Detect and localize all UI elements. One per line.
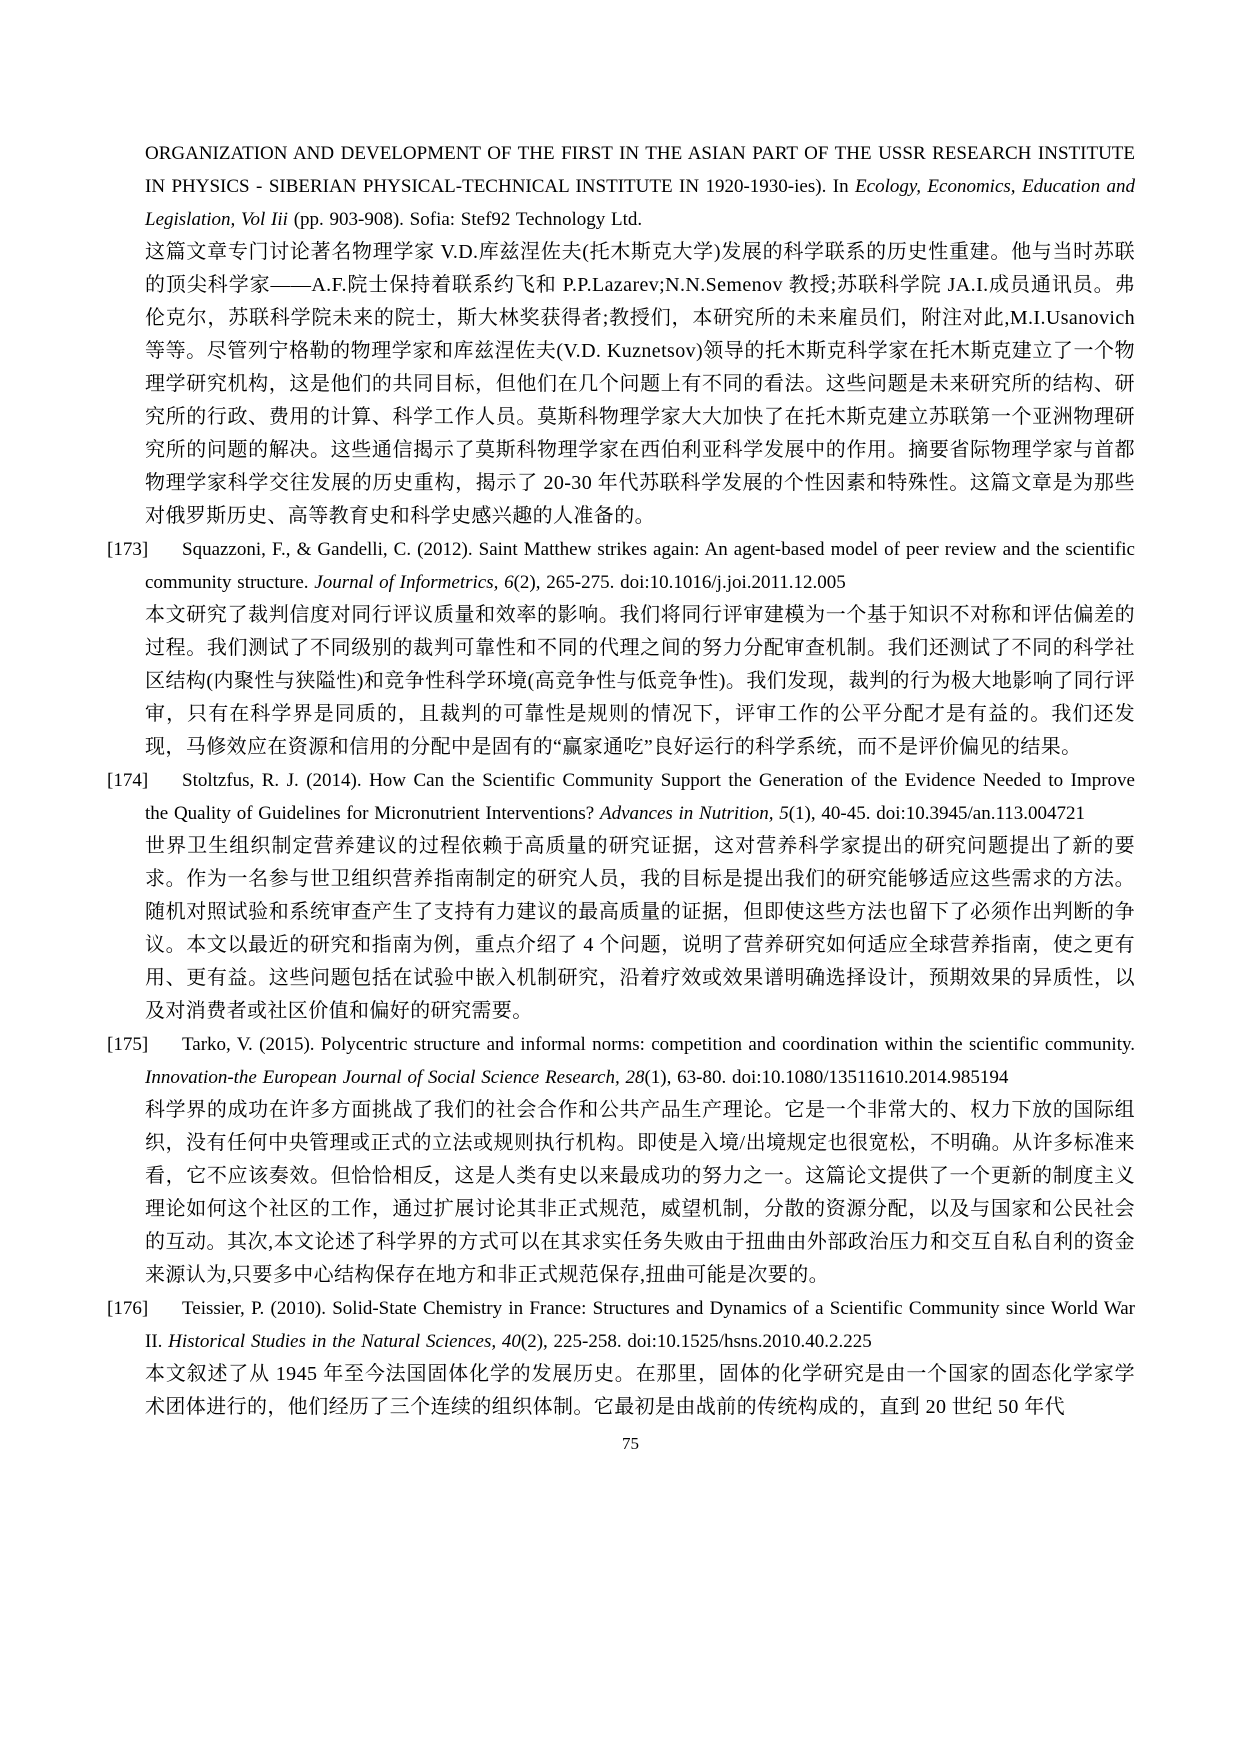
- citation-italic-segment: Historical Studies in the Natural Sciences, 40: [168, 1331, 521, 1352]
- citation-text: [107, 764, 1135, 830]
- citation-segment: (2), 265-275. doi:10.1016/j.joi.2011.12.005: [513, 572, 846, 593]
- citation-text: [107, 533, 1135, 599]
- citation-italic-segment: Ecology, Economics, Education and Legislation, Vol Iii: [145, 176, 1135, 230]
- citation-italic-segment: Innovation-the European Journal of Social Science Research, 28: [145, 1067, 645, 1088]
- annotation-text-zh: 这篇文章专门讨论著名物理学家 V.D.库兹涅佐夫(托木斯克大学)发展的科学联系的历史性重建。他与当时苏联的顶尖科学家——A.F.院士保持着联系约飞和 P.P.Lazarev;N.N.Semenov 教授;苏联科学院 JA.I.成员通讯员。弗伦克尔，苏联科学院未来的院士，斯大林奖获得者;教授们，本研究所的未来雇员们，附注对此,M.I.Usanovich 等等。尽管列宁格勒的物理学家和库兹涅佐夫(V.D. Kuznetsov)领导的托木斯克科学家在托木斯克建立了一个物理学研究机构，这是他们的共同目标，但他们在几个问题上有不同的看法。这些问题是未来研究所的结构、研究所的行政、费用的计算、科学工作人员。莫斯科物理学家大大加快了在托木斯克建立苏联第一个亚洲物理研究所的问题的解决。这些通信揭示了莫斯科物理学家在西伯利亚科学发展中的作用。摘要省际物理学家与首都物理学家科学交往发展的历史重构，揭示了 20-30 年代苏联科学发展的个性因素和特殊性。这篇文章是为那些对俄罗斯历史、高等教育史和科学史感兴趣的人准备的。: [145, 241, 1135, 527]
- annotation-text-zh: 本文叙述了从 1945 年至今法国固体化学的发展历史。在那里，固体的化学研究是由一个国家的固态化学家学术团体进行的，他们经历了三个连续的组织体制。它最初是由战前的传统构成的，直到 20 世纪 50 年代: [145, 1363, 1135, 1418]
- citation-text: [107, 1028, 1135, 1094]
- reference-list: [107, 137, 1135, 1424]
- citation-segment: Stoltzfus, R. J. (2014). How Can the Scientific Community Support the Generation of the Evidence Needed to Improve the Quality of Guidelines for Micronutrient Interventions?: [145, 770, 1135, 824]
- reference-entry: [107, 1292, 1135, 1424]
- citation-segment: Tarko, V. (2015). Polycentric structure and informal norms: competition and coordination within the scientific community.: [182, 1034, 1135, 1055]
- page-number: 75: [622, 1434, 639, 1453]
- citation-text: [107, 1292, 1135, 1358]
- reference-number: [173]: [107, 539, 149, 560]
- citation-segment: (1), 63-80. doi:10.1080/13511610.2014.985194: [644, 1067, 1009, 1088]
- citation-segment: Squazzoni, F., & Gandelli, C. (2012). Saint Matthew strikes again: An agent-based model of peer review and the scientific community structure.: [145, 539, 1135, 593]
- annotation-text-zh: 科学界的成功在许多方面挑战了我们的社会合作和公共产品生产理论。它是一个非常大的、权力下放的国际组织，没有任何中央管理或正式的立法或规则执行机构。即使是入境/出境规定也很宽松，不明确。从许多标准来看，它不应该奏效。但恰恰相反，这是人类有史以来最成功的努力之一。这篇论文提供了一个更新的制度主义理论如何这个社区的工作，通过扩展讨论其非正式规范，威望机制，分散的资源分配，以及与国家和公民社会的互动。其次,本文论述了科学界的方式可以在其求实任务失败由于扭曲由外部政治压力和交互自私自利的资金来源认为,只要多中心结构保存在地方和非正式规范保存,扭曲可能是次要的。: [145, 1099, 1135, 1286]
- citation-italic-segment: Journal of Informetrics, 6: [314, 572, 514, 593]
- citation-segment: ORGANIZATION AND DEVELOPMENT OF THE FIRST IN THE ASIAN PART OF THE USSR RESEARCH INSTITUTE IN PHYSICS - SIBERIAN PHYSICAL-TECHNICAL INSTITUTE IN 1920-1930-ies). In: [145, 143, 1135, 197]
- citation-text: [145, 137, 1135, 236]
- reference-entry: [107, 1028, 1135, 1292]
- reference-entry: [107, 764, 1135, 1028]
- citation-segment: (1), 40-45. doi:10.3945/an.113.004721: [788, 803, 1086, 824]
- citation-segment: (pp. 903-908). Sofia: Stef92 Technology Ltd.: [287, 209, 643, 230]
- reference-entry: [145, 137, 1135, 533]
- annotation-text-zh: 本文研究了裁判信度对同行评议质量和效率的影响。我们将同行评审建模为一个基于知识不对称和评估偏差的过程。我们测试了不同级别的裁判可靠性和不同的代理之间的努力分配审查机制。我们还测试了不同的科学社区结构(内聚性与狭隘性)和竞争性科学环境(高竞争性与低竞争性)。我们发现，裁判的行为极大地影响了同行评审，只有在科学界是同质的，且裁判的可靠性是规则的情况下，评审工作的公平分配才是有益的。我们还发现，马修效应在资源和信用的分配中是固有的“赢家通吃”良好运行的科学系统，而不是评价偏见的结果。: [145, 604, 1135, 758]
- reference-entry: [107, 533, 1135, 764]
- citation-segment: (2), 225-258. doi:10.1525/hsns.2010.40.2.225: [520, 1331, 872, 1352]
- annotation-text-zh: 世界卫生组织制定营养建议的过程依赖于高质量的研究证据，这对营养科学家提出的研究问题提出了新的要求。作为一名参与世卫组织营养指南制定的研究人员，我的目标是提出我们的研究能够适应这些需求的方法。随机对照试验和系统审查产生了支持有力建议的最高质量的证据，但即使这些方法也留下了必须作出判断的争议。本文以最近的研究和指南为例，重点介绍了 4 个问题，说明了营养研究如何适应全球营养指南，使之更有用、更有益。这些问题包括在试验中嵌入机制研究，沿着疗效或效果谱明确选择设计，预期效果的异质性，以及对消费者或社区价值和偏好的研究需要。: [145, 835, 1135, 1022]
- reference-number: [175]: [107, 1034, 149, 1055]
- citation-italic-segment: Advances in Nutrition, 5: [599, 803, 789, 824]
- citation-segment: Teissier, P. (2010). Solid-State Chemistry in France: Structures and Dynamics of a Scientific Community since World War II.: [145, 1298, 1135, 1352]
- reference-number: [174]: [107, 770, 149, 791]
- reference-number: [176]: [107, 1298, 149, 1319]
